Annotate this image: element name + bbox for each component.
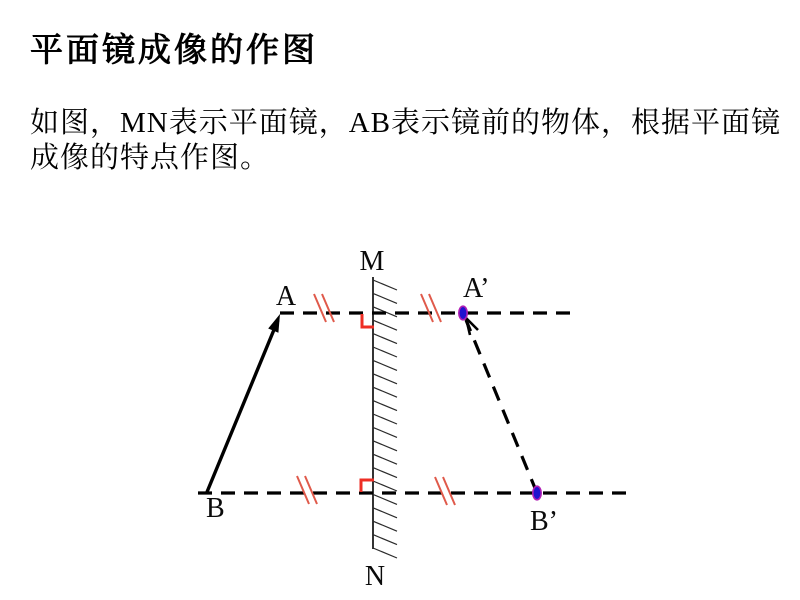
object-label-a: A <box>275 281 297 312</box>
equal-distance-tick-image-bottom <box>435 477 455 505</box>
page-title: 平面镜成像的作图 <box>30 33 318 69</box>
equal-distance-tick-object-bottom <box>297 476 317 504</box>
image-label-b-prime: B’ <box>530 506 558 537</box>
intro-text-line-1: 如图，MN表示平面镜，AB表示镜前的物体，根据平面镜 <box>30 107 782 139</box>
right-angle-mark-bottom <box>361 480 374 492</box>
image-arrow-line <box>466 320 537 493</box>
object-label-b: B <box>206 493 225 524</box>
equal-distance-tick-object-top <box>314 294 334 322</box>
mirror-label-m: M <box>359 246 385 277</box>
equal-distance-tick-image-top <box>421 294 441 322</box>
image-point-b-dot <box>533 486 541 500</box>
mirror-hatching <box>373 280 397 558</box>
intro-text-line-2: 成像的特点作图。 <box>30 142 271 174</box>
mirror-label-n: N <box>364 561 386 592</box>
image-label-a-prime: A’ <box>463 273 490 304</box>
image-point-a-dot <box>459 306 467 320</box>
image-arrow-head <box>466 318 478 335</box>
object-arrow-line <box>207 320 278 492</box>
object-arrow-head <box>268 314 280 333</box>
